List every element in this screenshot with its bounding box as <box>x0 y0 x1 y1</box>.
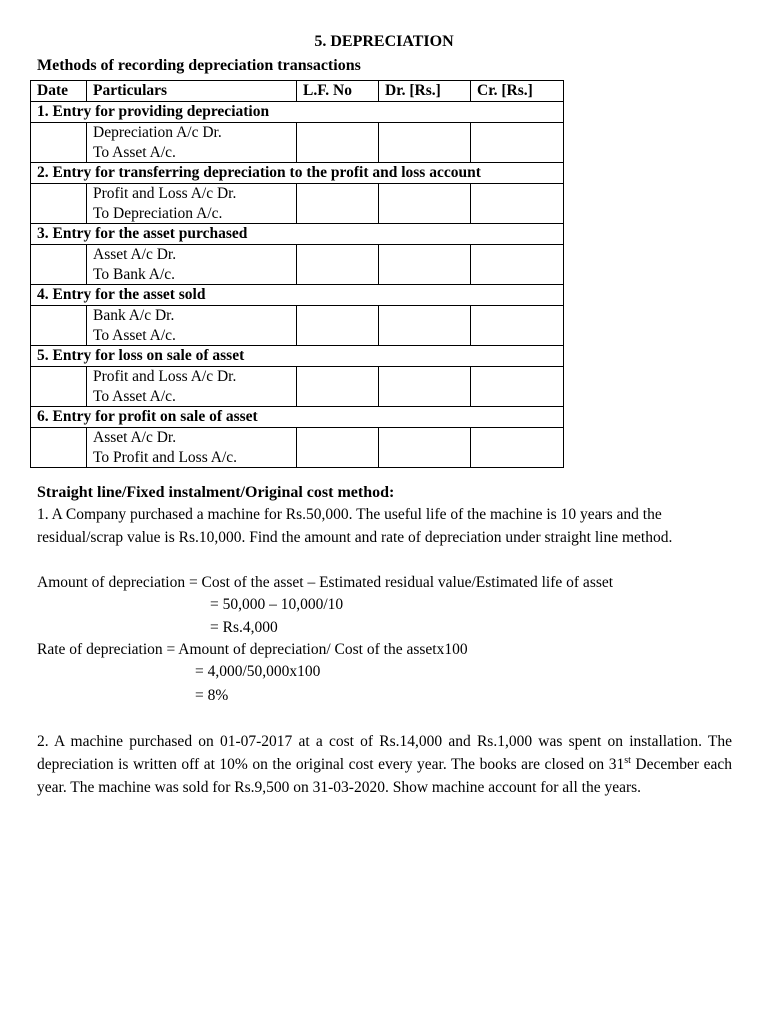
credit-entry: To Asset A/c. <box>93 387 176 405</box>
table-row <box>31 184 564 224</box>
credit-amount-cell <box>471 184 564 224</box>
header-debit: Dr. [Rs.] <box>379 81 471 102</box>
document-subtitle: Methods of recording depreciation transactions <box>37 57 361 74</box>
table-row <box>31 123 564 163</box>
amount-step-2: = Rs.4,000 <box>210 619 278 636</box>
credit-entry: To Profit and Loss A/c. <box>93 448 238 466</box>
table-row <box>31 367 564 407</box>
table-section-row <box>31 407 564 428</box>
credit-entry: To Asset A/c. <box>93 326 176 344</box>
section-heading: 5. Entry for loss on sale of asset <box>31 346 564 367</box>
table-section-row <box>31 102 564 123</box>
date-cell <box>31 184 87 224</box>
header-date: Date <box>31 81 87 102</box>
credit-amount-cell <box>471 123 564 163</box>
debit-amount-cell <box>379 123 471 163</box>
table-section-row <box>31 224 564 245</box>
particulars-cell <box>87 367 297 407</box>
lf-cell <box>297 123 379 163</box>
section-heading: 1. Entry for providing depreciation <box>31 102 564 123</box>
table-row <box>31 245 564 285</box>
date-cell <box>31 123 87 163</box>
credit-entry: To Asset A/c. <box>93 143 176 161</box>
rate-step-1: = 4,000/50,000x100 <box>195 663 321 680</box>
debit-amount-cell <box>379 367 471 407</box>
table-row <box>31 306 564 346</box>
section-heading: 2. Entry for transferring depreciation to the profit and loss account <box>31 163 564 184</box>
amount-formula: Amount of depreciation = Cost of the asset – Estimated residual value/Estimated life of asset <box>37 574 614 591</box>
debit-amount-cell <box>379 245 471 285</box>
lf-cell <box>297 428 379 468</box>
debit-entry: Bank A/c Dr. <box>93 307 175 324</box>
credit-amount-cell <box>471 306 564 346</box>
debit-entry: Depreciation A/c Dr. <box>93 124 222 141</box>
example-2-text <box>37 730 732 799</box>
table-section-row <box>31 163 564 184</box>
debit-entry: Asset A/c Dr. <box>93 429 177 446</box>
header-particulars: Particulars <box>87 81 297 102</box>
table-section-row <box>31 285 564 306</box>
section-heading: 6. Entry for profit on sale of asset <box>31 407 564 428</box>
credit-entry: To Depreciation A/c. <box>93 204 223 222</box>
lf-cell <box>297 367 379 407</box>
debit-amount-cell <box>379 428 471 468</box>
credit-entry: To Bank A/c. <box>93 265 176 283</box>
lf-cell <box>297 306 379 346</box>
date-cell <box>31 306 87 346</box>
table-section-row <box>31 346 564 367</box>
lf-cell <box>297 184 379 224</box>
header-lf-no: L.F. No <box>297 81 379 102</box>
example-1-text: 1. A Company purchased a machine for Rs.50,000. The useful life of the machine is 10 years and the residual/scrap value is Rs.10,000. Find the amount and rate of depreciation under straight line method. <box>37 506 673 546</box>
date-cell <box>31 367 87 407</box>
particulars-cell <box>87 123 297 163</box>
example-2-text-part-1: 2. A machine purchased on 01-07-2017 at a cost of Rs.14,000 and Rs.1,000 was spent on installation. The depreciation is written off at 10% on the original cost every year. The books are closed on 31 <box>37 733 732 773</box>
credit-amount-cell <box>471 367 564 407</box>
debit-entry: Asset A/c Dr. <box>93 246 177 263</box>
particulars-cell <box>87 184 297 224</box>
method-heading: Straight line/Fixed instalment/Original cost method: <box>37 484 395 501</box>
date-cell <box>31 428 87 468</box>
debit-entry: Profit and Loss A/c Dr. <box>93 368 237 385</box>
journal-entries-table <box>30 80 564 468</box>
amount-step-1: = 50,000 – 10,000/10 <box>210 596 344 613</box>
credit-amount-cell <box>471 245 564 285</box>
particulars-cell <box>87 306 297 346</box>
document-title: 5. DEPRECIATION <box>314 33 454 50</box>
header-credit: Cr. [Rs.] <box>471 81 564 102</box>
particulars-cell <box>87 245 297 285</box>
credit-amount-cell <box>471 428 564 468</box>
table-row <box>31 428 564 468</box>
debit-amount-cell <box>379 184 471 224</box>
rate-step-2: = 8% <box>195 687 229 704</box>
debit-amount-cell <box>379 306 471 346</box>
section-heading: 4. Entry for the asset sold <box>31 285 564 306</box>
lf-cell <box>297 245 379 285</box>
particulars-cell <box>87 428 297 468</box>
date-cell <box>31 245 87 285</box>
ordinal-suffix: st <box>624 754 631 766</box>
table-header-row <box>31 81 564 102</box>
section-heading: 3. Entry for the asset purchased <box>31 224 564 245</box>
rate-formula: Rate of depreciation = Amount of depreciation/ Cost of the assetx100 <box>37 641 468 658</box>
example-2-text-part-2: December each year. The machine was sold for Rs.9,500 on 31-03-2020. Show machine account for all the years. <box>37 756 733 796</box>
debit-entry: Profit and Loss A/c Dr. <box>93 185 237 202</box>
